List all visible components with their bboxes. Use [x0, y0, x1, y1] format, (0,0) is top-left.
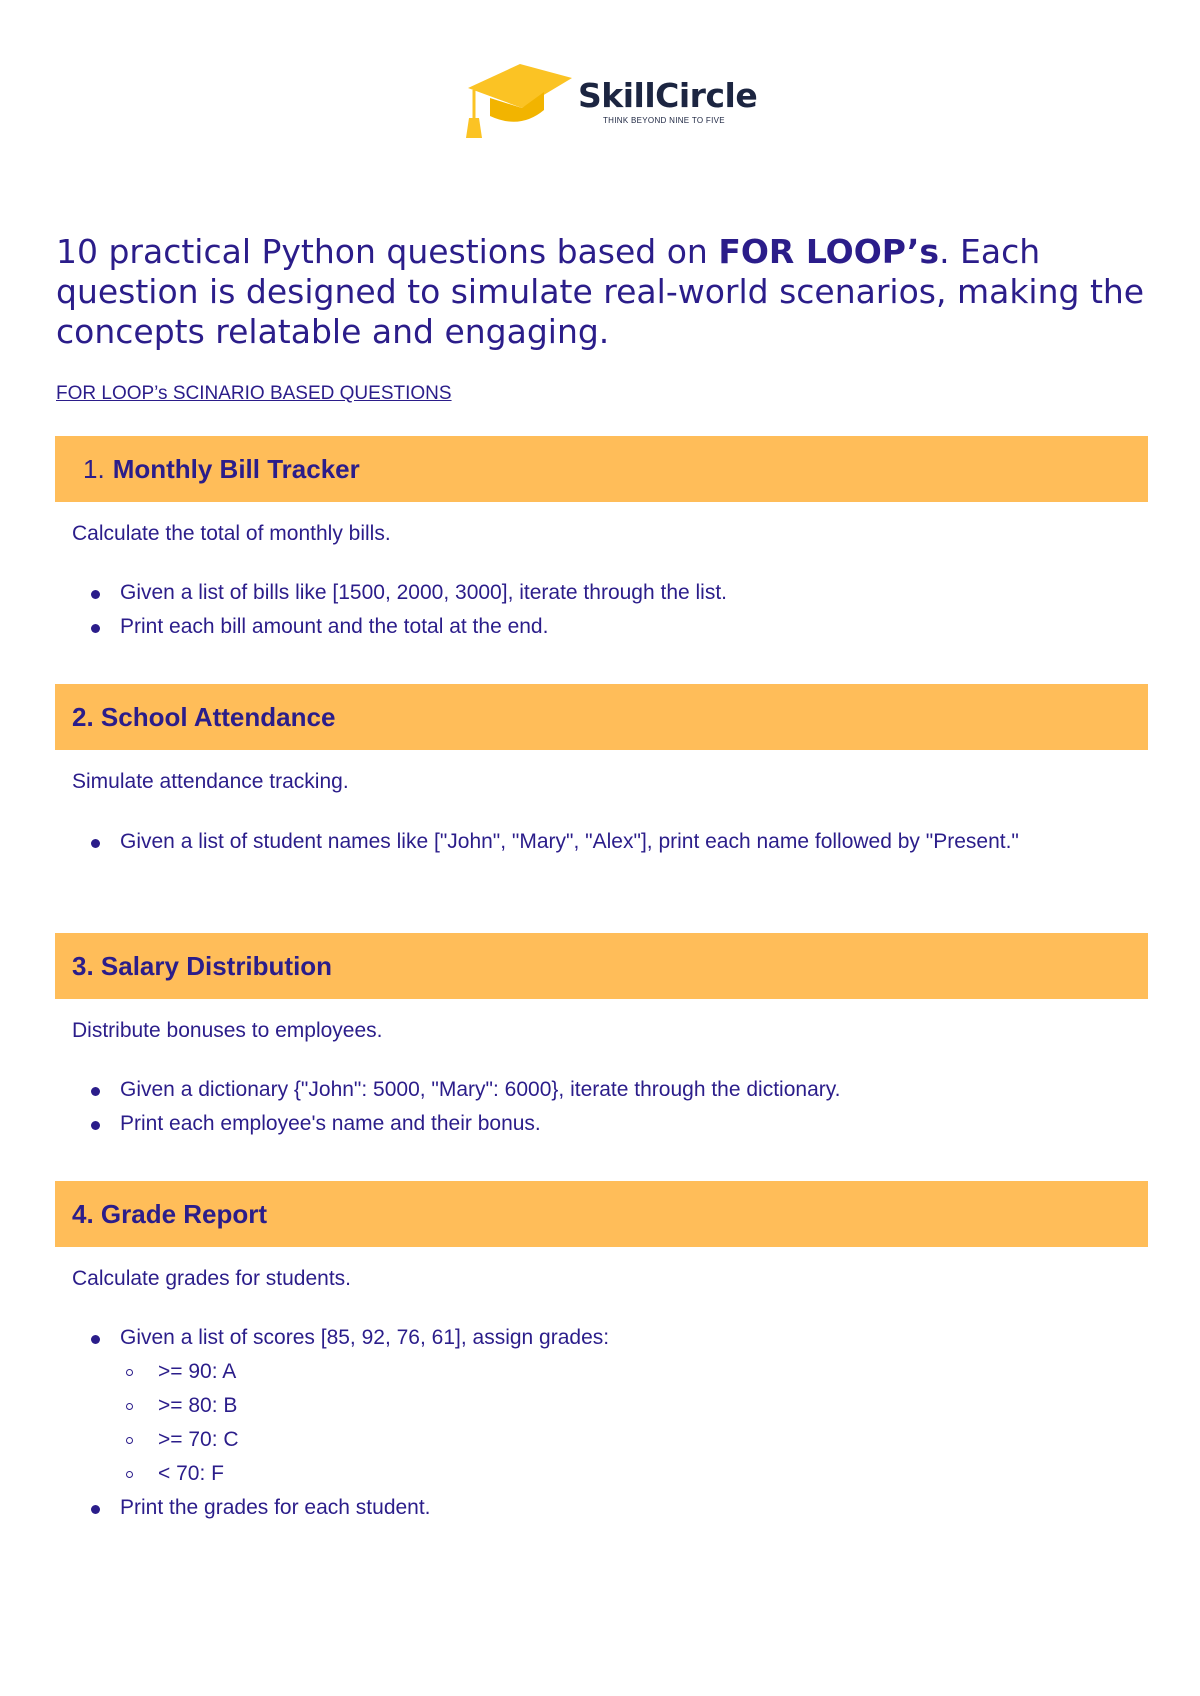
- headline-bold: FOR LOOP’s: [718, 232, 940, 271]
- skillcircle-logo: [460, 58, 760, 158]
- question-bullets-3: [72, 1073, 1072, 1141]
- question-intro-1: Calculate the total of monthly bills.: [72, 522, 391, 545]
- list-item-text: Given a list of scores [85, 92, 76, 61], assign grades:: [120, 1326, 610, 1349]
- list-item: Given a dictionary {"John": 5000, "Mary": 6000}, iterate through the dictionary.: [72, 1073, 1072, 1107]
- list-item: Print each bill amount and the total at the end.: [72, 610, 1072, 644]
- question-intro-3: Distribute bonuses to employees.: [72, 1019, 383, 1042]
- brand-tagline: THINK BEYOND NINE TO FIVE: [603, 116, 725, 125]
- list-item: Print each employee's name and their bonus.: [72, 1107, 1072, 1141]
- sub-list-item: >= 70: C: [120, 1423, 1072, 1457]
- list-item: Print the grades for each student.: [72, 1491, 1072, 1525]
- grade-thresholds: [120, 1355, 1072, 1491]
- page-headline: [56, 232, 1156, 352]
- question-header-1: [55, 436, 1148, 502]
- list-item: [72, 1321, 1072, 1491]
- question-intro-2: Simulate attendance tracking.: [72, 770, 349, 793]
- brand-name: SkillCircle: [578, 76, 758, 115]
- question-title: Monthly Bill Tracker: [112, 453, 360, 484]
- question-header-2: 2. School Attendance: [55, 684, 1148, 750]
- question-number: 1.: [83, 453, 105, 484]
- headline-part-2: . Each question is designed to simulate real-world scenarios, making the concepts relatable and engaging.: [56, 232, 1145, 351]
- question-intro-4: Calculate grades for students.: [72, 1267, 351, 1290]
- sub-list-item: < 70: F: [120, 1457, 1072, 1491]
- sub-list-item: >= 90: A: [120, 1355, 1072, 1389]
- question-bullets-1: [72, 576, 1072, 644]
- list-item: Given a list of bills like [1500, 2000, 3000], iterate through the list.: [72, 576, 1072, 610]
- sub-list-item: >= 80: B: [120, 1389, 1072, 1423]
- question-bullets-2: [72, 825, 1062, 859]
- graduation-cap-icon: [460, 58, 575, 148]
- question-header-3: 3. Salary Distribution: [55, 933, 1148, 999]
- list-item: Given a list of student names like ["John", "Mary", "Alex"], print each name followed by "Present.": [72, 825, 1062, 859]
- question-bullets-4: [72, 1321, 1072, 1525]
- headline-part-1: 10 practical Python questions based on: [56, 232, 719, 271]
- question-header-4: 4. Grade Report: [55, 1181, 1148, 1247]
- section-subheading: FOR LOOP’s SCINARIO BASED QUESTIONS: [56, 383, 452, 404]
